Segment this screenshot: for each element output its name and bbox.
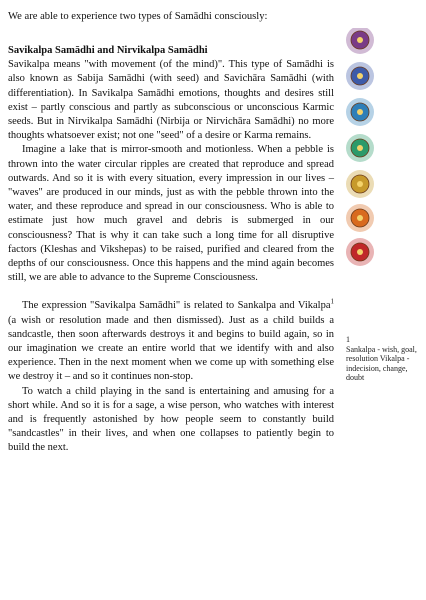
chakra-center-dot bbox=[357, 37, 363, 43]
paragraph-savikalpa: Savikalpa means "with movement (of the mind)". This type of Samādhi is also known as Sabija Samādhi (with seed) and Savichāra Samādhi (with differentiation). In Savikalpa Samādhi emotions, thoughts and desires still exist – partly conscious and partly as subconscious or unconscious Karmic seeds. But in Nirvikalpa Samādhi (Nirbija or Nirvichāra Samādhi) no more thoughts whatsoever exist; not one "seed" of a desire or Karma remains. bbox=[8, 59, 334, 142]
chakra-center-dot bbox=[357, 145, 363, 151]
chakra-center-dot bbox=[357, 73, 363, 79]
section-heading: Savikalpa Samādhi and Nirvikalpa Samādhi bbox=[8, 45, 208, 56]
paragraph-expression-rest: (a wish or resolution made and then dismissed). Just as a child builds a sandcastle, then soon afterwards destroys it and begins to build again, so in our imagination we create an entire world that we identify with and also experience. Then in the next moment when we come up with something else we destroy it – and so it continues non-stop. bbox=[8, 314, 334, 383]
paragraph-expression-start: The expression "Savikalpa Samādhi" is related to Sankalpa and Vikalpa bbox=[22, 300, 331, 312]
sidenote-text: Sankalpa - wish, goal, resolution Vikalpa - indecision, change, doubt bbox=[346, 344, 417, 383]
chakra-center-dot bbox=[357, 249, 363, 255]
chakra-center-dot bbox=[357, 109, 363, 115]
paragraph-sandcastle: To watch a child playing in the sand is entertaining and amusing for a short while. And so it is for a sage, a wise person, who watches with interest and is frequently astonished by how people seem to constantly build "sandcastles" in their lives, and when one collapses to patiently begin to build the next. bbox=[8, 385, 334, 454]
chakra-column-illustration bbox=[340, 28, 380, 278]
paragraph-lake: Imagine a lake that is mirror-smooth and motionless. When a pebble is thrown into the water circular ripples are created that reproduce and spread outwards. And so it is with every situation, every impression in our lives – "waves" are produced in our minds, just as with the pebble thrown into the water, and these reproduce and spread in our consciousness. Who is able to estimate just how much gravel and debris is submerged in our consciousness? That is why it can take such a long time for all disruptive factors (Kleshas and Vikshepas) to be raised, purified and cleared from the depths of our consciousness. Once this happens and the mind again becomes still, we are able to advance to the Supreme Consciousness. bbox=[8, 144, 334, 284]
intro-line: We are able to experience two types of Samādhi consciously: bbox=[8, 11, 268, 22]
chakra-center-dot bbox=[357, 181, 363, 187]
sidenote bbox=[346, 335, 424, 383]
paragraph-expression bbox=[8, 299, 334, 384]
main-text bbox=[8, 44, 334, 456]
footnote-marker: 1 bbox=[330, 297, 334, 306]
sidenote-number: 1 bbox=[346, 335, 350, 344]
chakra-center-dot bbox=[357, 215, 363, 221]
